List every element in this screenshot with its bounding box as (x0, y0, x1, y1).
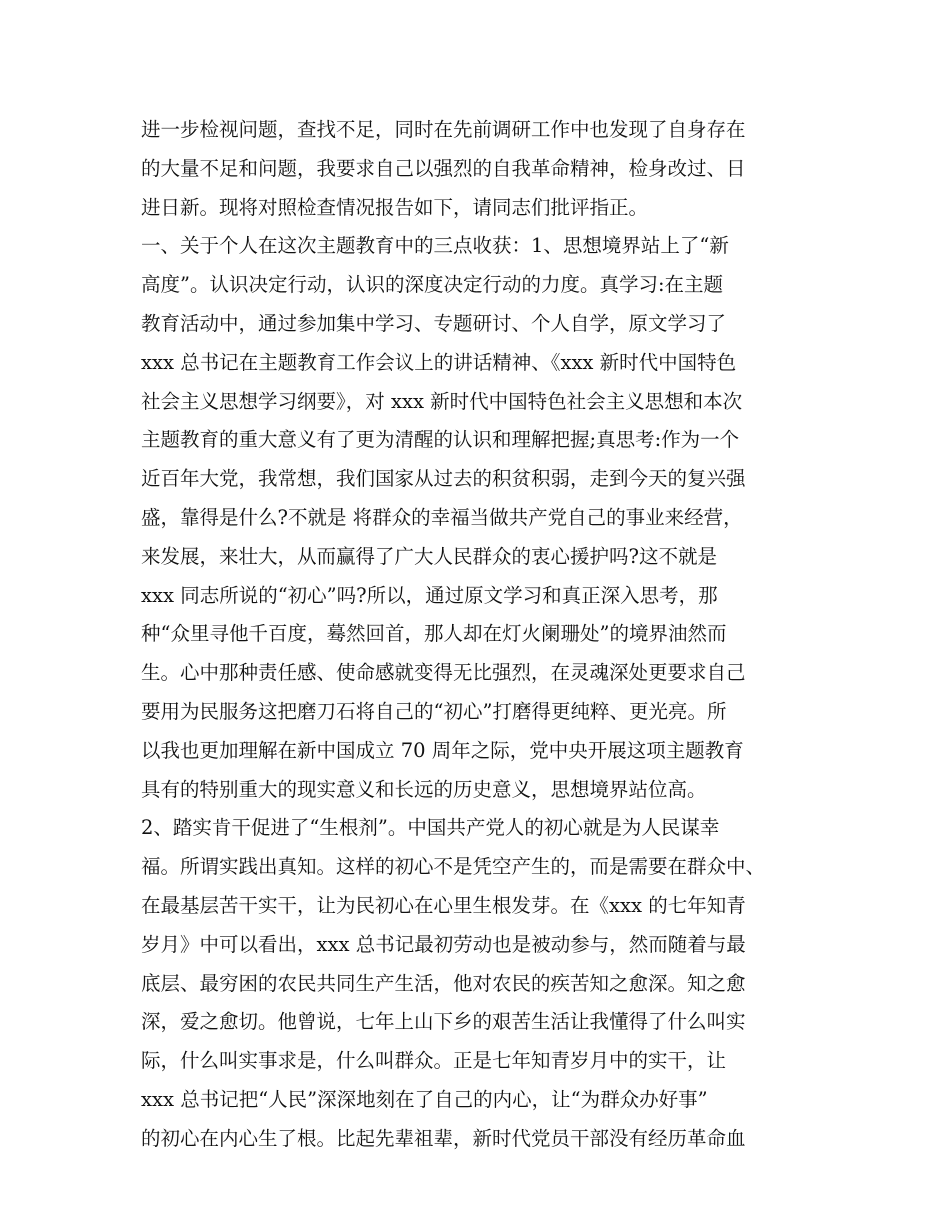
text-line: 具有的特别重大的现实意义和长远的历史意义，思想境界站位高。 (141, 777, 707, 801)
text-line: xxx 总书记把“人民”深深地刻在了自己的内心，让“为群众办好事” (141, 1087, 708, 1111)
text-line: 进日新。现将对照检查情况报告如下，请同志们批评指正。 (141, 195, 649, 219)
text-line: 岁月》中可以看出，xxx 总书记最初劳动也是被动参与，然而随着与最 (141, 932, 746, 956)
text-line: xxx 总书记在主题教育工作会议上的讲话精神、《xxx 新时代中国特色 (141, 350, 737, 374)
text-line: 在最基层苦干实干，让为民初心在心里生根发芽。在《xxx 的七年知青 (141, 893, 746, 917)
text-line: 一、关于个人在这次主题教育中的三点收获：1、思想境界站上了“新 (141, 234, 729, 258)
text-line: 近百年大党，我常想，我们国家从过去的积贫积弱，走到今天的复兴强 (141, 467, 746, 491)
text-line: 教育活动中，通过参加集中学习、专题研讨、个人自学，原文学习了 (141, 311, 727, 335)
text-line: 底层、最穷困的农民共同生产生活，他对农民的疾苦知之愈深。知之愈 (141, 971, 746, 995)
text-line: 盛，靠得是什么?不就是 将群众的幸福当做共产党自己的事业来经营， (141, 505, 743, 529)
text-line: 进一步检视问题，查找不足，同时在先前调研工作中也发现了自身存在 (141, 118, 746, 141)
text-line: xxx 同志所说的“初心”吗?所以，通过原文学习和真正深入思考，那 (141, 583, 718, 607)
text-line: 福。所谓实践出真知。这样的初心不是凭空产生的，而是需要在群众中、 (141, 855, 766, 879)
text-line: 生。心中那种责任感、使命感就变得无比强烈，在灵魂深处更要求自己 (141, 661, 746, 685)
text-line: 社会主义思想学习纲要》，对 xxx 新时代中国特色社会主义思想和本次 (141, 389, 743, 413)
text-line: 来发展，来壮大，从而赢得了广大人民群众的衷心援护吗?这不就是 (141, 544, 717, 568)
document-body (141, 111, 831, 1159)
text-line: 高度”。认识决定行动，认识的深度决定行动的力度。真学习:在主题 (141, 273, 724, 297)
text-line: 要用为民服务这把磨刀石将自己的“初心”打磨得更纯粹、更光亮。所 (141, 699, 727, 723)
text-line: 际，什么叫实事求是，什么叫群众。正是七年知青岁月中的实干，让 (141, 1049, 727, 1073)
text-line: 的大量不足和问题，我要求自己以强烈的自我革命精神，检身改过、日 (141, 156, 746, 180)
text-line: 以我也更加理解在新中国成立 70 周年之际，党中央开展这项主题教育 (141, 738, 744, 762)
text-line: 种“众里寻他千百度，蓦然回首，那人却在灯火阑珊处”的境界油然而 (141, 622, 727, 646)
text-line: 深，爱之愈切。他曾说，七年上山下乡的艰苦生活让我懂得了什么叫实 (141, 1010, 746, 1034)
text-line: 的初心在内心生了根。比起先辈祖辈，新时代党员干部没有经历革命血 (141, 1126, 746, 1150)
text-line: 2、踏实肯干促进了“生根剂”。中国共产党人的初心就是为人民谋幸 (141, 816, 720, 840)
text-line: 主题教育的重大意义有了更为清醒的认识和理解把握;真思考:作为一个 (141, 428, 740, 452)
